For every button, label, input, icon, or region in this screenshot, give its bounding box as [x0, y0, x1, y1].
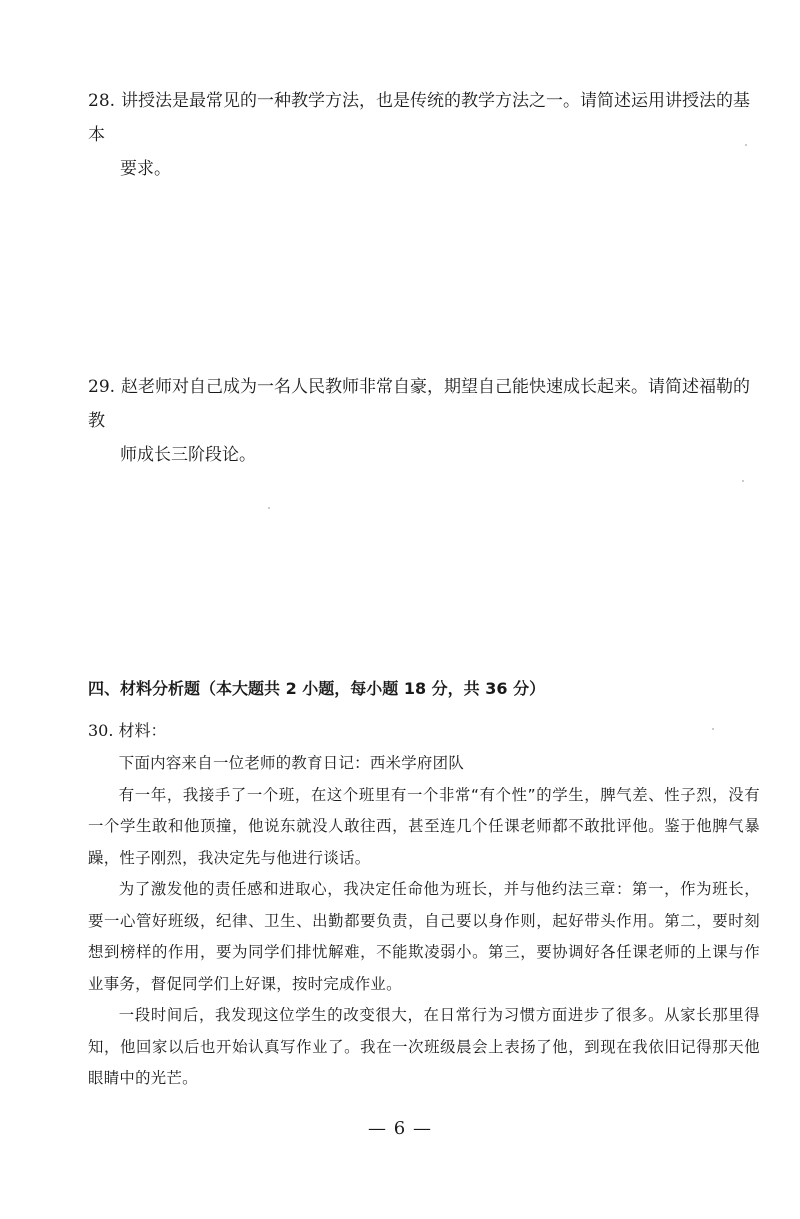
material-intro [88, 748, 760, 780]
material-paragraph: 一段时间后，我发现这位学生的改变很大，在日常行为习惯方面进步了很多。从家长那里得知，他回家以后也开始认真写作业了。我在一次班级晨会上表扬了他，到现在我依旧记得那天他眼睛中的光芒。 [88, 1006, 760, 1087]
material-paragraph: 为了激发他的责任感和进取心，我决定任命他为班长，并与他约法三章：第一，作为班长，要一心管好班级，纪律、卫生、出勤都要负责，自己要以身作则，起好带头作用。第二，要时刻想到榜样的作用，要为同学们排忧解难，不能欺凌弱小。第三，要协调好各任课老师的上课与作业事务，督促同学们上好课，按时完成作业。 [88, 880, 760, 993]
intro-text: 下面内容来自一位老师的教育日记： [118, 754, 370, 772]
scan-speck [745, 144, 747, 146]
question-text-line1: 讲授法是最常见的一种教学方法，也是传统的教学方法之一。请简述运用讲授法的基本 [88, 91, 751, 145]
question-text-line1: 赵老师对自己成为一名人民教师非常自豪，期望自己能快速成长起来。请简述福勒的教 [88, 377, 751, 431]
scan-speck [742, 480, 744, 482]
source-watermark: 西米学府团队 [369, 754, 465, 772]
question-text-line2: 要求。 [120, 159, 171, 179]
question-29 [88, 370, 758, 472]
page-number: — 6 — [368, 1118, 432, 1139]
question-number: 28. [88, 91, 116, 111]
material-paragraph: 有一年，我接手了一个班，在这个班里有一个非常“有个性”的学生，脾气差、性子烈，没有一个学生敢和他顶撞，他说东就没人敢往西，甚至连几个任课老师都不敢批评他。鉴于他脾气暴躁，性子刚烈，我决定先与他进行谈话。 [88, 785, 760, 867]
question-number: 29. [88, 377, 116, 397]
scan-speck [268, 507, 270, 509]
material-passage [88, 748, 760, 1095]
question-text-line2: 师成长三阶段论。 [120, 445, 256, 465]
question-30-label: 30. 材料： [88, 721, 167, 740]
scan-speck [712, 728, 714, 730]
section-title: 四、材料分析题（本大题共 2 小题，每小题 18 分，共 36 分） [88, 679, 546, 698]
question-28 [88, 84, 758, 186]
